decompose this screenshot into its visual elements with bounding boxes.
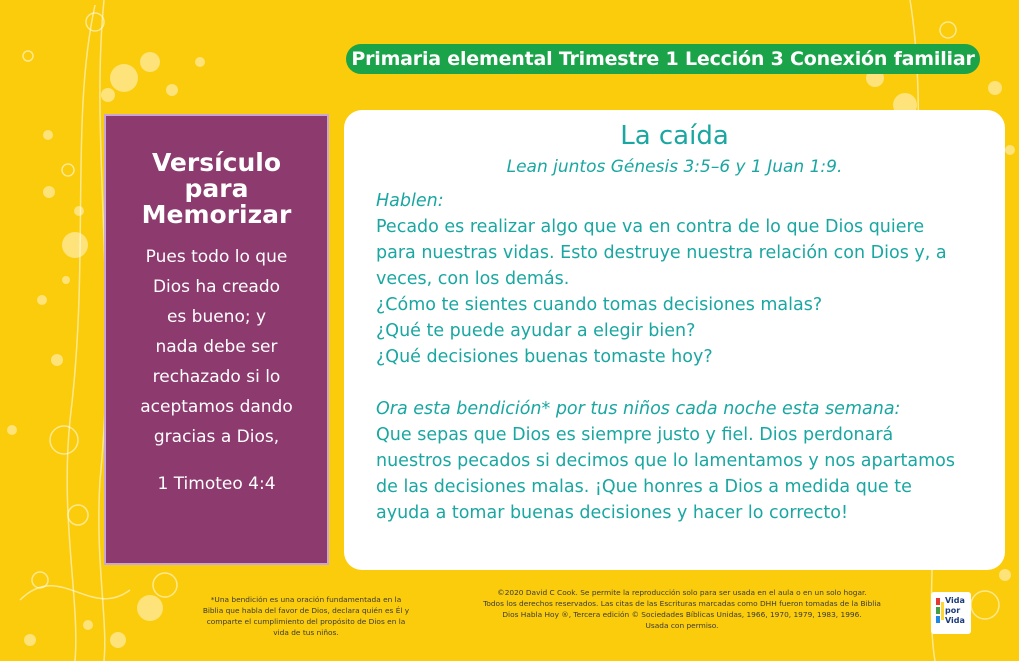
footnote-line: comparte el cumplimiento del propósito de Dios en la	[206, 617, 406, 626]
blessing-line: Que sepas que Dios es siempre justo y fiel. Dios perdonará	[376, 425, 894, 445]
copyright-line: Usada con permiso.	[645, 621, 719, 630]
memory-verse-card	[104, 114, 329, 565]
verse-line: gracias a Dios,	[153, 427, 280, 447]
memory-title-line: para	[184, 174, 249, 203]
footnote-line: Biblia que habla del favor de Dios, declara quién es Él y	[202, 606, 410, 615]
logo-line: Vida	[945, 616, 965, 625]
blessing-label: Ora esta bendición* por tus niños cada noche esta semana:	[376, 399, 901, 419]
footnote-line: vida de tus niños.	[273, 628, 339, 637]
talk-question: ¿Cómo te sientes cuando tomas decisiones malas?	[376, 295, 823, 315]
memory-title-line: Versículo	[151, 148, 282, 177]
talk-line: Pecado es realizar algo que va en contra de lo que Dios quiere	[376, 217, 925, 237]
logo-text	[945, 596, 965, 626]
talk-line: veces, con los demás.	[376, 269, 570, 289]
verse-line: nada debe ser	[155, 337, 278, 357]
blessing-footnote	[196, 594, 416, 638]
verse-line: es bueno; y	[166, 307, 267, 327]
memory-title-line: Memorizar	[141, 200, 292, 229]
blessing-line: ayuda a tomar buenas decisiones y hacer lo correcto!	[376, 503, 849, 523]
memory-verse-text	[122, 242, 311, 452]
memory-verse-title	[106, 150, 327, 228]
verse-line: aceptamos dando	[140, 397, 293, 417]
logo-line: por	[945, 606, 961, 615]
talk-question: ¿Qué decisiones buenas tomaste hoy?	[376, 347, 713, 367]
verse-reference: 1 Timoteo 4:4	[157, 474, 276, 494]
blessing-line: de las decisiones malas. ¡Que honres a Dios a medida que te	[376, 477, 912, 497]
blessing-line: nuestros pecados si decimos que lo lamentamos y nos apartamos	[376, 451, 955, 471]
lesson-banner: Primaria elemental Trimestre 1 Lección 3 Conexión familiar	[346, 44, 980, 74]
verse-line: Pues todo lo que	[145, 247, 288, 267]
copyright-line: ©2020 David C Cook. Se permite la reproducción solo para ser usada en el aula o en un solo hogar.	[497, 588, 867, 597]
copyright-notice	[457, 587, 907, 631]
talk-question: ¿Qué te puede ayudar a elegir bien?	[376, 321, 696, 341]
talk-line: para nuestras vidas. Esto destruye nuestra relación con Dios y, a	[376, 243, 947, 263]
lesson-panel	[344, 110, 1005, 570]
copyright-line: Dios Habla Hoy ®, Tercera edición © Sociedades Bíblicas Unidas, 1966, 1970, 1979, 1983, 1996.	[502, 610, 862, 619]
footnote-line: *Una bendición es una oración fundamentada en la	[210, 595, 402, 604]
copyright-line: Todos los derechos reservados. Las citas de las Escrituras marcadas como DHH fueron tomadas de la Biblia	[483, 599, 881, 608]
lesson-body	[376, 188, 981, 526]
verse-line: Dios ha creado	[152, 277, 281, 297]
reading-instruction: Lean juntos Génesis 3:5–6 y 1 Juan 1:9.	[506, 157, 843, 177]
lesson-title: La caída	[620, 121, 729, 151]
talk-label: Hablen:	[376, 191, 444, 211]
verse-line: rechazado si lo	[152, 367, 281, 387]
vida-por-vida-logo	[931, 592, 971, 634]
logo-line: Vida	[945, 596, 965, 605]
